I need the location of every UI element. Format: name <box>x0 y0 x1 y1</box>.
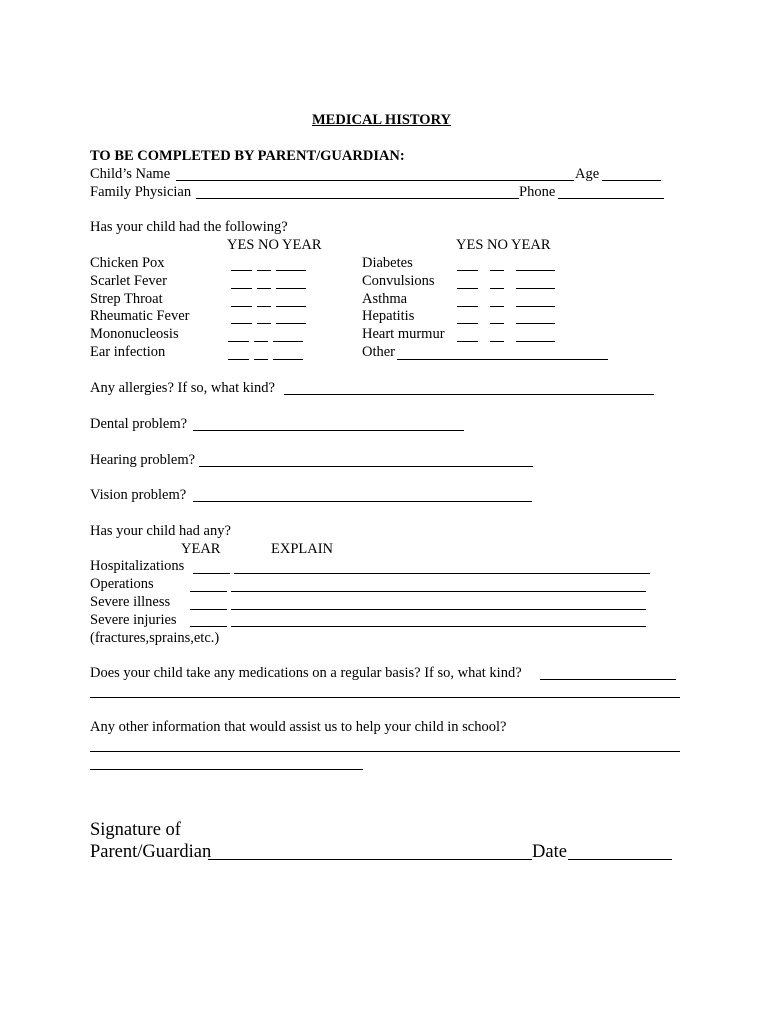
age-field[interactable] <box>602 180 661 181</box>
allergies-question: Any allergies? If so, what kind? <box>90 380 275 396</box>
history-explain-field[interactable] <box>231 591 646 592</box>
yes-blank[interactable] <box>457 341 478 342</box>
yes-blank[interactable] <box>457 270 478 271</box>
no-blank[interactable] <box>257 270 271 271</box>
condition-label: Asthma <box>362 291 408 307</box>
history-year-field[interactable] <box>193 573 230 574</box>
vision-field[interactable] <box>193 501 532 502</box>
no-blank[interactable] <box>490 306 504 307</box>
yes-blank[interactable] <box>231 323 252 324</box>
condition-label: Hepatitis <box>362 308 415 324</box>
signature-label-line1: Signature of <box>90 820 181 840</box>
yes-blank[interactable] <box>231 306 252 307</box>
condition-label: Chicken Pox <box>90 255 165 271</box>
other-info-question: Any other information that would assist us to help your child in school? <box>90 719 507 735</box>
year-blank[interactable] <box>516 270 555 271</box>
no-blank[interactable] <box>490 288 504 289</box>
no-blank[interactable] <box>254 341 268 342</box>
year-blank[interactable] <box>276 323 306 324</box>
history-year-field[interactable] <box>190 626 227 627</box>
history-explain-field[interactable] <box>231 609 646 610</box>
phone-field[interactable] <box>558 198 664 199</box>
other-info-field-line2[interactable] <box>90 769 363 770</box>
phone-label: Phone <box>519 184 556 200</box>
hearing-question: Hearing problem? <box>90 452 196 468</box>
history-explain-header: EXPLAIN <box>271 541 334 557</box>
form-title: MEDICAL HISTORY <box>312 112 452 128</box>
physician-label: Family Physician <box>90 184 192 200</box>
year-blank[interactable] <box>273 359 303 360</box>
year-blank[interactable] <box>516 323 555 324</box>
year-blank[interactable] <box>276 270 306 271</box>
medications-field[interactable] <box>540 679 676 680</box>
signature-label-line2: Parent/Guardian <box>90 842 212 862</box>
no-blank[interactable] <box>257 306 271 307</box>
left-column-header: YES NO YEAR <box>227 237 322 253</box>
history-row-label: Severe illness <box>90 594 171 610</box>
yes-blank[interactable] <box>228 341 249 342</box>
history-row-label: Severe injuries <box>90 612 177 628</box>
history-note: (fractures,sprains,etc.) <box>90 630 220 646</box>
no-blank[interactable] <box>490 270 504 271</box>
no-blank[interactable] <box>490 323 504 324</box>
date-field[interactable] <box>568 859 672 860</box>
condition-label: Heart murmur <box>362 326 445 342</box>
right-column-header: YES NO YEAR <box>456 237 551 253</box>
yes-blank[interactable] <box>228 359 249 360</box>
date-label: Date <box>532 842 567 862</box>
other-info-field[interactable] <box>90 751 680 752</box>
history-explain-field[interactable] <box>231 626 646 627</box>
year-blank[interactable] <box>516 288 555 289</box>
year-blank[interactable] <box>276 306 306 307</box>
no-blank[interactable] <box>490 341 504 342</box>
yes-blank[interactable] <box>231 288 252 289</box>
history-year-field[interactable] <box>190 609 227 610</box>
year-blank[interactable] <box>273 341 303 342</box>
no-blank[interactable] <box>254 359 268 360</box>
condition-label: Strep Throat <box>90 291 163 307</box>
condition-label: Mononucleosis <box>90 326 179 342</box>
medications-question: Does your child take any medications on a regular basis? If so, what kind? <box>90 665 522 681</box>
yes-blank[interactable] <box>457 288 478 289</box>
yes-blank[interactable] <box>457 306 478 307</box>
child-name-label: Child’s Name <box>90 166 171 182</box>
history-explain-field[interactable] <box>234 573 650 574</box>
dental-field[interactable] <box>193 430 464 431</box>
condition-label: Convulsions <box>362 273 435 289</box>
condition-label: Other <box>362 344 396 360</box>
condition-label: Scarlet Fever <box>90 273 167 289</box>
condition-label: Diabetes <box>362 255 413 271</box>
age-label: Age <box>575 166 600 182</box>
other-field[interactable] <box>397 359 608 360</box>
yes-blank[interactable] <box>231 270 252 271</box>
no-blank[interactable] <box>257 288 271 289</box>
medications-field-line2[interactable] <box>90 697 680 698</box>
signature-field[interactable] <box>208 859 532 860</box>
vision-question: Vision problem? <box>90 487 187 503</box>
conditions-question: Has your child had the following? <box>90 219 288 235</box>
history-row-label: Hospitalizations <box>90 558 185 574</box>
condition-label: Rheumatic Fever <box>90 308 190 324</box>
allergies-field[interactable] <box>284 394 654 395</box>
year-blank[interactable] <box>516 306 555 307</box>
year-blank[interactable] <box>276 288 306 289</box>
history-year-field[interactable] <box>190 591 227 592</box>
year-blank[interactable] <box>516 341 555 342</box>
history-question: Has your child had any? <box>90 523 231 539</box>
section-heading: TO BE COMPLETED BY PARENT/GUARDIAN: <box>90 148 405 164</box>
dental-question: Dental problem? <box>90 416 188 432</box>
history-row-label: Operations <box>90 576 154 592</box>
no-blank[interactable] <box>257 323 271 324</box>
hearing-field[interactable] <box>199 466 533 467</box>
history-year-header: YEAR <box>181 541 221 557</box>
yes-blank[interactable] <box>457 323 478 324</box>
condition-label: Ear infection <box>90 344 166 360</box>
physician-field[interactable] <box>196 198 519 199</box>
child-name-field[interactable] <box>176 180 574 181</box>
